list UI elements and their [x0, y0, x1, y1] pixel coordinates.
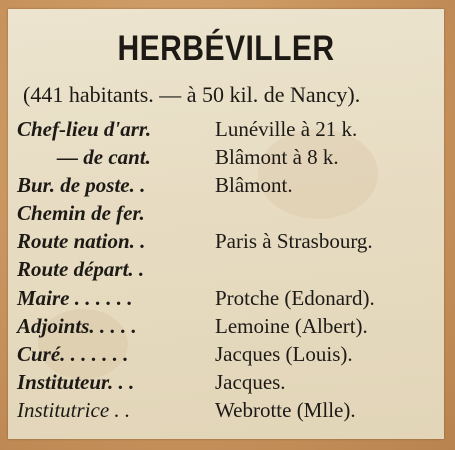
newspaper-clipping [8, 9, 444, 439]
entry-label: Maire . . . . . . [17, 286, 133, 310]
entry-label: Chef-lieu d'arr. [17, 117, 152, 141]
entry-row-adjoints [17, 312, 437, 340]
entry-row-route-nationale [17, 227, 437, 255]
entry-row-bureau-poste [17, 171, 437, 199]
entry-value: Webrotte (Mlle). [215, 398, 356, 422]
entry-row-route-departementale [17, 255, 437, 283]
entry-label: Curé. . . . . . . [17, 342, 129, 366]
subtitle: (441 habitants. — à 50 kil. de Nancy). [23, 82, 361, 107]
entry-value: Lemoine (Albert). [215, 314, 368, 338]
entry-row-chef-lieu-cant [17, 143, 437, 171]
entry-value: Blâmont. [215, 173, 293, 197]
entry-label: Adjoints. . . . . [17, 314, 137, 338]
entry-row-cure [17, 340, 437, 368]
entry-value: Blâmont à 8 k. [215, 145, 339, 169]
entry-label: — de cant. [57, 145, 151, 169]
entry-row-chef-lieu-arr [17, 115, 437, 143]
entry-value: Protche (Edonard). [215, 286, 375, 310]
entry-value: Paris à Strasbourg. [215, 229, 373, 253]
entry-label: Chemin de fer. [17, 201, 145, 225]
entry-row-instituteur [17, 368, 437, 396]
entry-label: Institutrice . . [17, 398, 131, 422]
page-title: HERBÉVILLER [117, 29, 335, 68]
entry-label: Route départ. . [17, 257, 145, 281]
entry-label: Bur. de poste. . [17, 173, 146, 197]
entry-value: Lunéville à 21 k. [215, 117, 358, 141]
entry-row-chemin-de-fer [17, 199, 437, 227]
entry-label: Route nation. . [17, 229, 146, 253]
entry-row-maire [17, 284, 437, 312]
entry-value: Jacques. [215, 370, 286, 394]
entry-row-institutrice [17, 396, 437, 424]
entry-label: Instituteur. . . [17, 370, 135, 394]
entry-value: Jacques (Louis). [215, 342, 353, 366]
